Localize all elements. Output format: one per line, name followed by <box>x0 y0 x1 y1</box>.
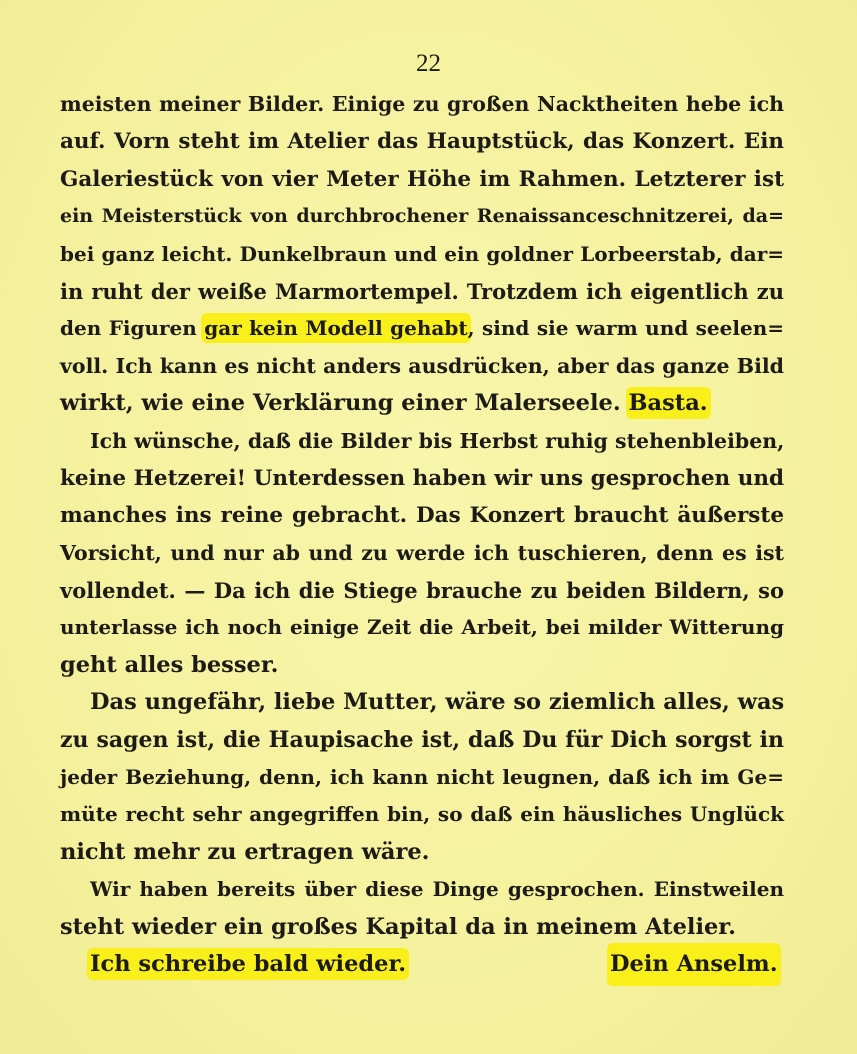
highlighted-phrase: gar kein Modell gehabt <box>204 316 468 341</box>
text-line: voll. Ich kann es nicht anders ausdrücken, aber das ganze Bild <box>60 353 784 378</box>
text-line: Das ungefähr, liebe Mutter, wäre so ziemlich alles, was <box>90 689 785 716</box>
highlighted-phrase: Basta. <box>628 390 708 417</box>
text-line: steht wieder ein großes Kapital da in meinem Atelier. <box>60 913 736 940</box>
text-line: zu sagen ist, die Haupisache ist, daß Du für Dich sorgst in <box>60 726 784 753</box>
text-line: Wir haben bereits über diese Dinge gesprochen. Einstweilen <box>90 877 784 902</box>
text-line: keine Hetzerei! Unterdessen haben wir uns gesprochen und <box>60 465 784 491</box>
text-line: jeder Beziehung, denn, ich kann nicht leugnen, daß ich im Ge= <box>60 765 784 790</box>
text-line-highlighted <box>60 385 784 422</box>
text-line: meisten meiner Bilder. Einige zu großen Nacktheiten hebe ich <box>60 92 784 116</box>
text-line: Ich wünsche, daß die Bilder bis Herbst ruhig stehenbleiben, <box>90 428 785 453</box>
page-number: 22 <box>416 50 441 77</box>
letter-text <box>60 86 784 983</box>
text-line: manches ins reine gebracht. Das Konzert braucht äußerste <box>60 503 784 529</box>
text-line: Vorsicht, und nur ab und zu werde ich tuschieren, denn es ist <box>60 540 784 565</box>
line-text: den Figuren <box>60 316 205 341</box>
text-line: geht alles besser. <box>60 651 279 678</box>
text-line: vollendet. — Da ich die Stiege brauche zu beiden Bildern, so <box>60 578 784 604</box>
text-line: unterlasse ich noch einige Zeit die Arbeit, bei milder Witterung <box>60 615 784 640</box>
signature: Dein Anselm. <box>610 946 778 983</box>
text-line: in ruht der weiße Marmortempel. Trotzdem ich eigentlich zu <box>60 278 784 304</box>
closing-phrase: Ich schreibe bald wieder. <box>90 950 407 977</box>
text-line-highlighted <box>60 310 784 347</box>
text-line: nicht mehr zu ertragen wäre. <box>60 838 430 865</box>
text-line: bei ganz leicht. Dunkelbraun und ein goldner Lorbeerstab, dar= <box>60 241 784 266</box>
line-text: , sind sie warm und seelen= <box>467 316 785 341</box>
line-text: wirkt, wie eine Verklärung einer Malerseele. <box>60 390 629 417</box>
closing-line <box>60 946 784 983</box>
text-line: müte recht sehr angegriffen bin, so daß ein häusliches Unglück <box>60 802 784 827</box>
text-line: Galeriestück von vier Meter Höhe im Rahmen. Letzterer ist <box>60 166 784 192</box>
text-line: auf. Vorn steht im Atelier das Hauptstück, das Konzert. Ein <box>60 129 784 155</box>
text-line: ein Meisterstück von durchbrochener Renaissanceschnitzerei, da= <box>60 205 784 228</box>
